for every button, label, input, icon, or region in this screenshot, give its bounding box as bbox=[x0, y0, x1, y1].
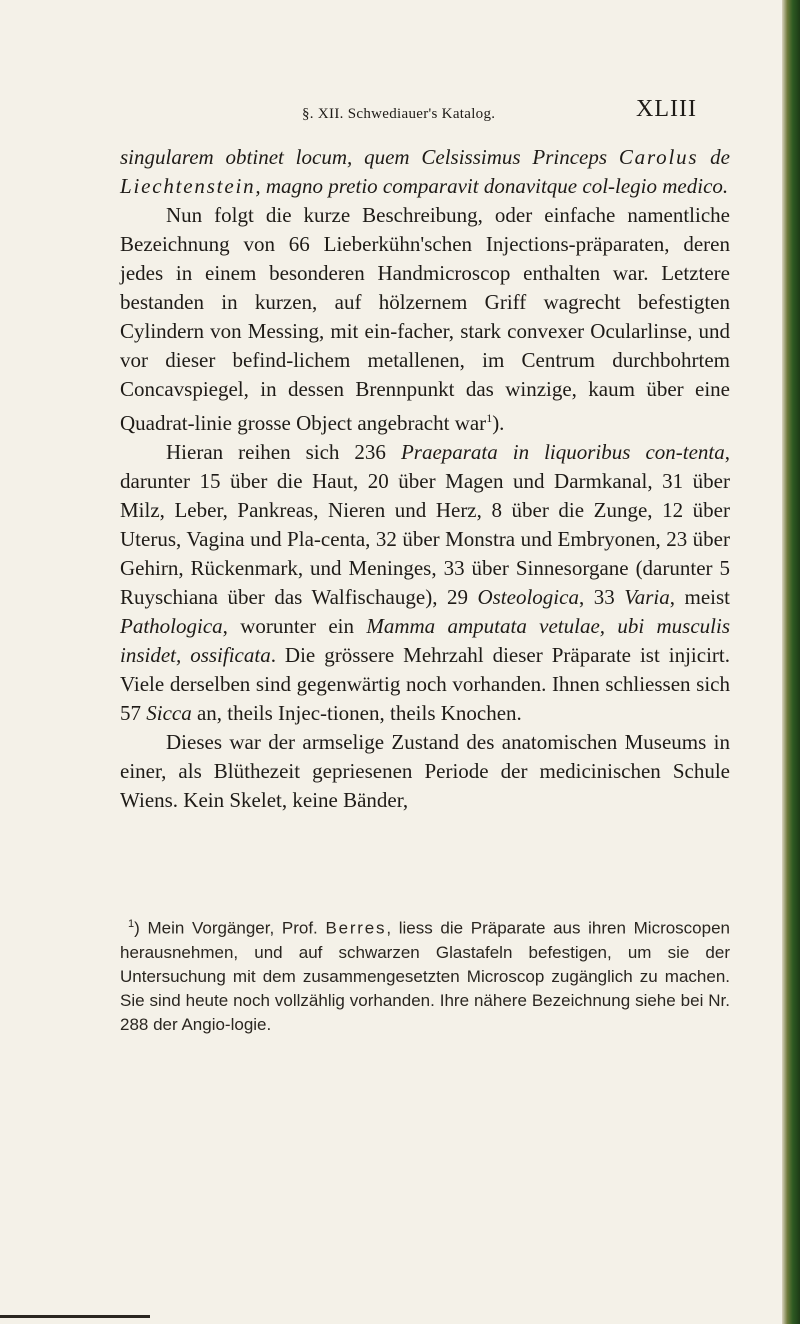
footnote-reference[interactable]: 1 bbox=[486, 411, 493, 425]
paragraph-inventory bbox=[120, 438, 730, 728]
paragraph-text: an, theils Injec-tionen, theils Knochen. bbox=[191, 701, 522, 725]
page-number: XLIII bbox=[636, 96, 697, 122]
paragraph-text: . Die grössere Mehrzahl dieser Präparate ist injicirt. Viele derselben sind gegenwärtig noch vorhanden. Ihnen schliessen sich 57 bbox=[120, 643, 730, 725]
latin-text: Pathologica bbox=[120, 614, 223, 638]
paragraph-text: , darunter 15 über die Haut, 20 über Magen und Darmkanal, 31 über Milz, Leber, Pankreas, Nieren und Herz, 8 über die Zunge, 12 über Uterus, Vagina und Pla-centa, 32 über Monstra und Embryonen, 23 über Gehirn, Rückenmark, und Meninges, 33 über Sinnesorgane (darunter 5 Ruyschiana über das Walfischauge), 29 bbox=[120, 440, 730, 609]
paragraph-text: , worunter ein bbox=[222, 614, 367, 638]
bottom-rule bbox=[0, 1315, 150, 1318]
page-edge bbox=[782, 0, 800, 1324]
latin-text: Varia bbox=[624, 585, 670, 609]
paragraph-text: Dieses war der armselige Zustand des anatomischen Museums in einer, als Blüthezeit gepriesenen Periode der medicinischen Schule Wiens. Kein Skelet, keine Bänder, bbox=[120, 730, 730, 812]
latin-text: Praeparata in liquoribus con-tenta bbox=[400, 440, 725, 464]
paragraph-continuation bbox=[120, 143, 730, 201]
paragraph-text: , meist bbox=[669, 585, 731, 609]
paragraph-text: , 33 bbox=[578, 585, 625, 609]
page-header bbox=[0, 96, 790, 126]
paragraph-description bbox=[120, 201, 730, 438]
main-text bbox=[120, 143, 730, 815]
latin-text: singularem obtinet locum, quem Celsissimus Princeps bbox=[120, 145, 619, 169]
latin-text: Osteologica bbox=[477, 585, 579, 609]
latin-text: Sicca bbox=[146, 701, 192, 725]
latin-text: de bbox=[698, 145, 730, 169]
paragraph-museum bbox=[120, 728, 730, 815]
paragraph-text: Nun folgt die kurze Beschreibung, oder einfache namentliche Bezeichnung von 66 Lieberkühn'schen Injections-präparaten, deren jedes in einem besonderen Handmicroscop enthalten war. Letztere bestanden in kurzen, auf hölzernem Griff wagrecht befestigten Cylindern von Messing, mit ein-facher, stark convexer Ocularlinse, und vor dieser befind-lichem metallenen, im Centrum durchbohrtem Concavspiegel, in dessen Brennpunkt das winzige, kaum über eine Quadrat-linie grosse Object angebracht war bbox=[120, 203, 730, 435]
person-name: Carolus bbox=[618, 145, 699, 169]
latin-text: Mamma amputata vetulae, ubi musculis insidet, ossificata bbox=[120, 614, 731, 667]
footnote bbox=[120, 912, 730, 1037]
paragraph-text: Hieran reihen sich 236 bbox=[166, 440, 401, 464]
paragraph-text: ). bbox=[492, 411, 505, 435]
footnote-mark: 1 bbox=[128, 918, 135, 930]
footnote-text: ) Mein Vorgänger, Prof. bbox=[134, 918, 326, 938]
person-name: Liechtenstein bbox=[120, 174, 256, 198]
running-head: §. XII. Schwediauer's Katalog. bbox=[302, 106, 496, 122]
latin-text: , magno pretio comparavit donavitque col-legio medico. bbox=[255, 174, 729, 198]
footnote-text: , liess die Präparate aus ihren Microscopen herausnehmen, und auf schwarzen Glastafeln befestigen, um sie der Untersuchung mit dem zusammengesetzten Microscop zugänglich zu machen. Sie sind heute noch vollzählig vorhanden. Ihre nähere Bezeichnung siehe bei Nr. 288 der Angio-logie. bbox=[120, 918, 730, 1034]
person-name: Berres bbox=[325, 918, 387, 938]
